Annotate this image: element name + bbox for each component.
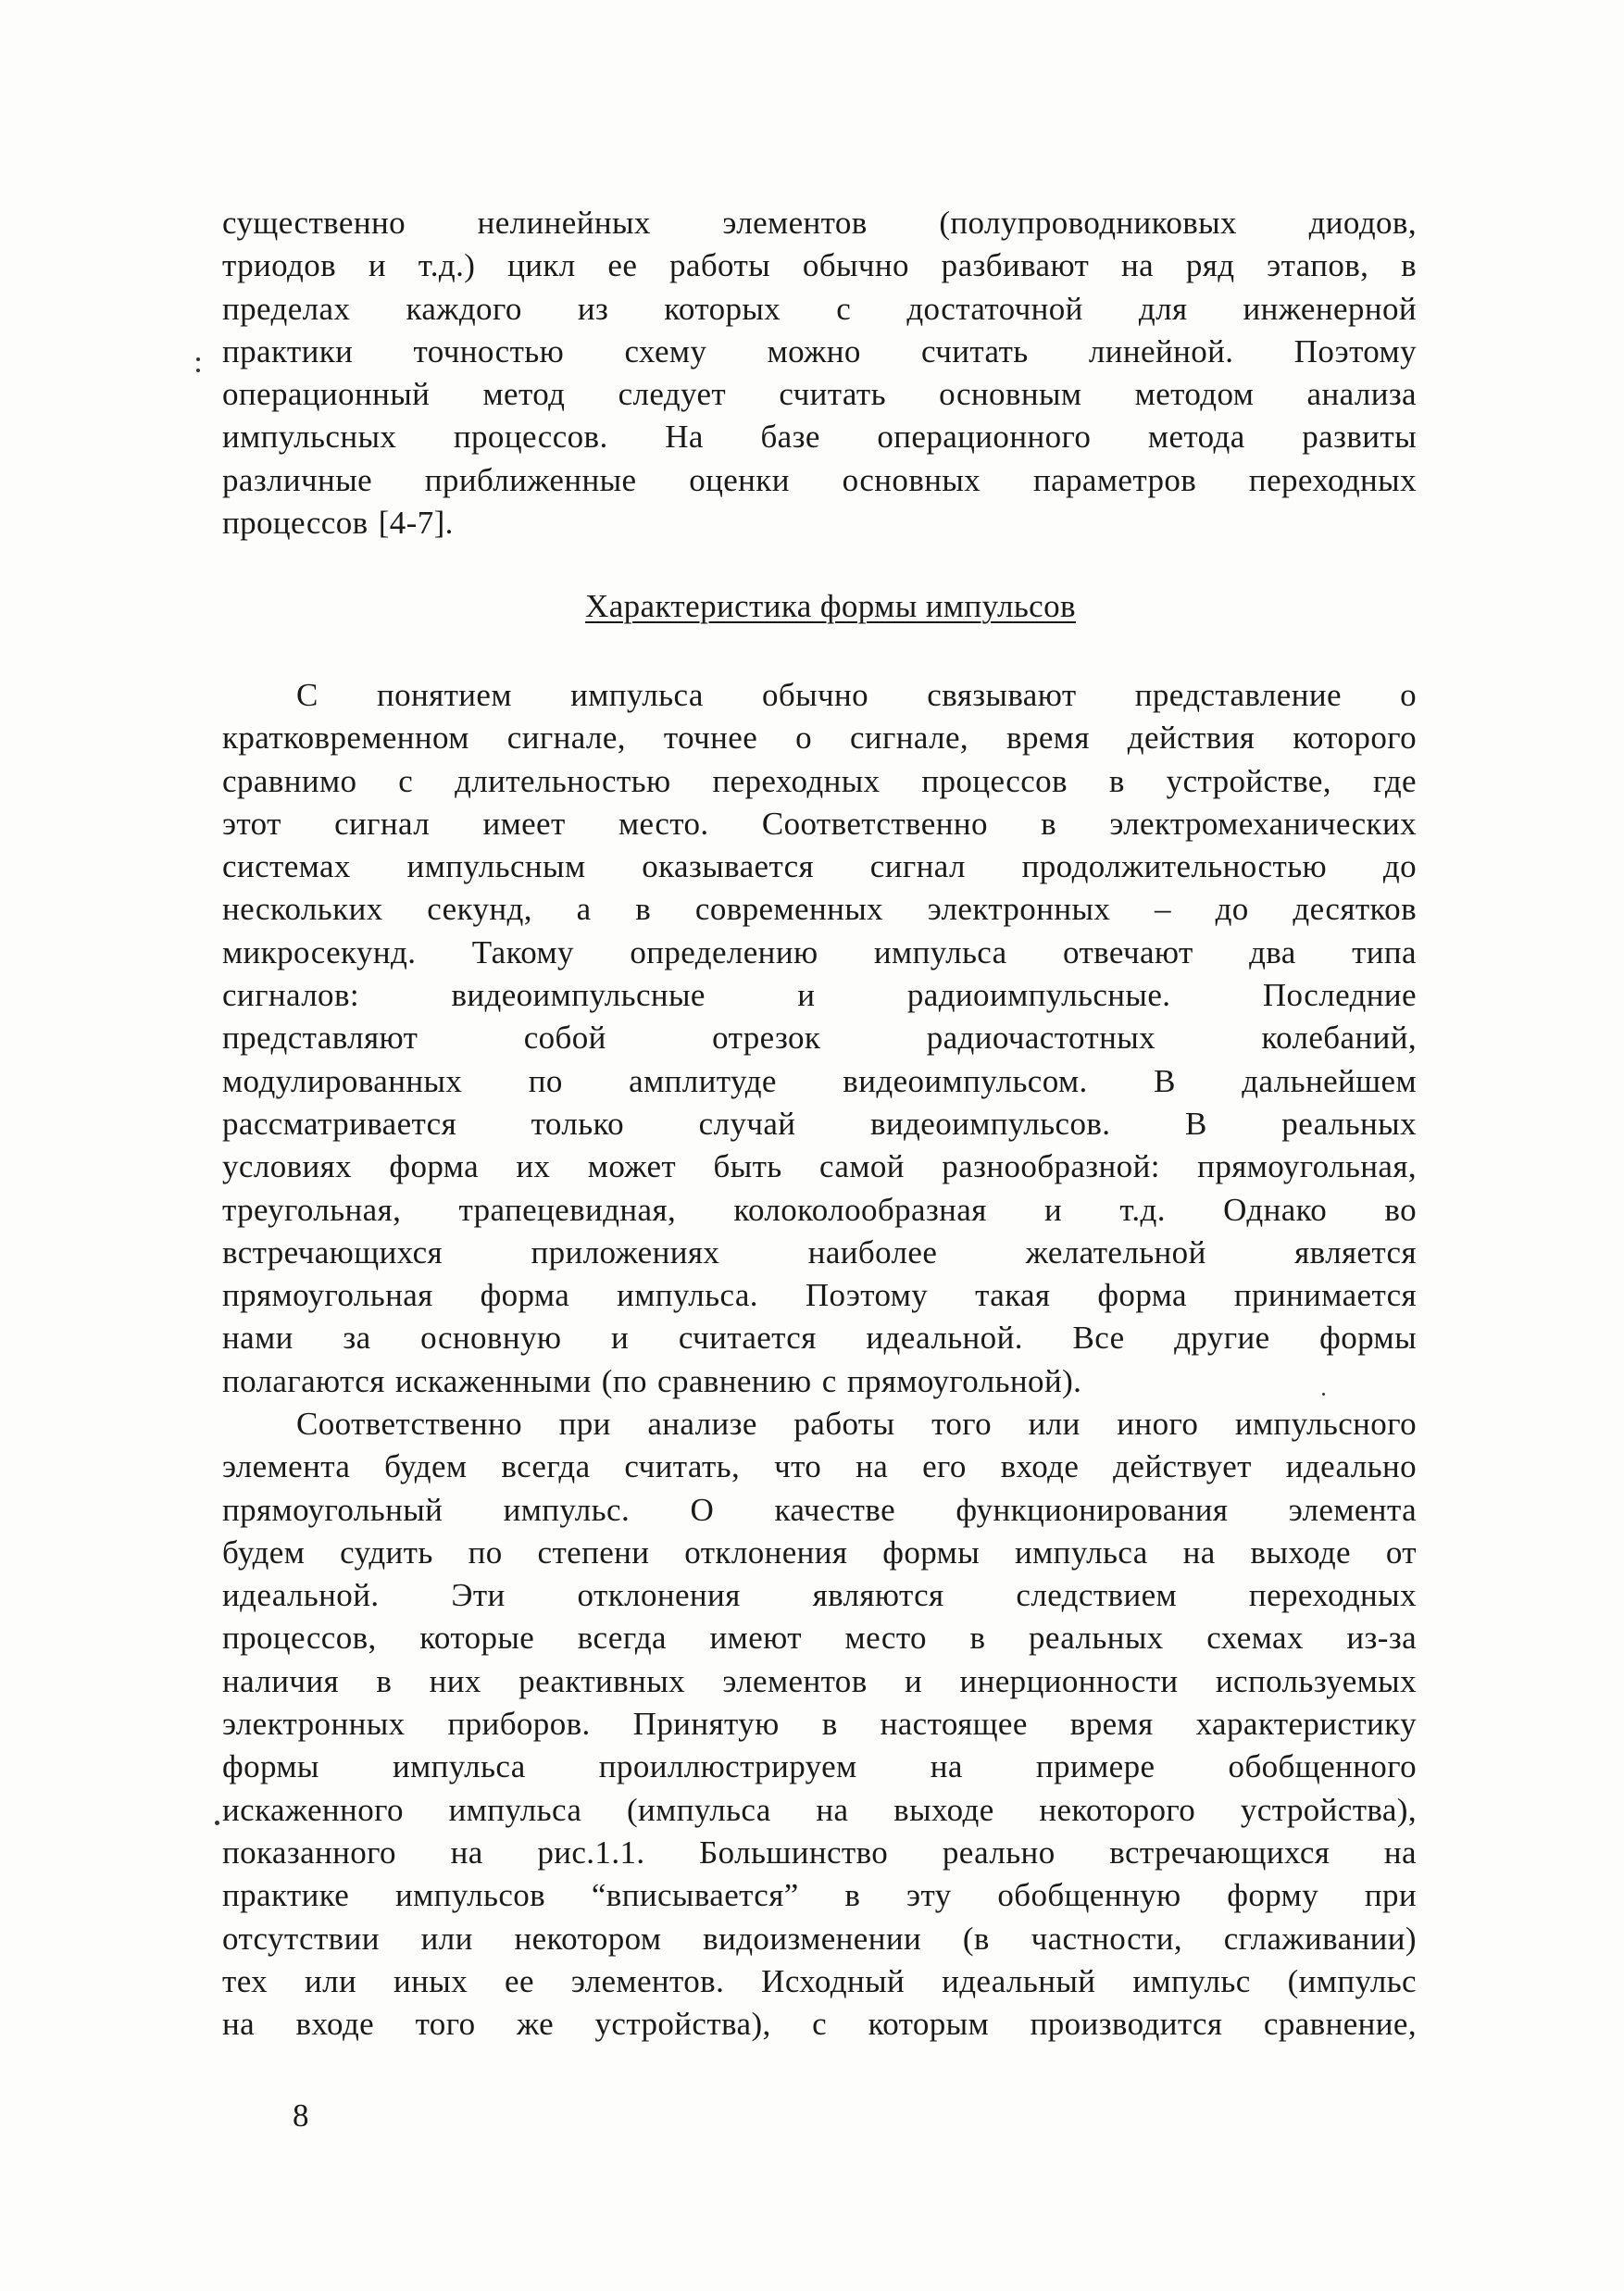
text-line: С понятием импульса обычно связывают представление о bbox=[296, 677, 1417, 713]
text-line: кратковременном сигнале, точнее о сигнале, время действия которого bbox=[222, 720, 1417, 757]
text-line: процессов, которые всегда имеют место в реальных схемах из-за bbox=[222, 1620, 1417, 1657]
text-line: различные приближенные оценки основных параметров переходных bbox=[222, 461, 1417, 498]
text-line: тех или иных ее элементов. Исходный идеальный импульс (импульс bbox=[222, 1962, 1417, 1999]
text-line: рассматривается только случай видеоимпульсов. В реальных bbox=[222, 1105, 1417, 1142]
text-line: представляют собой отрезок радиочастотных колебаний, bbox=[222, 1020, 1417, 1057]
text-line: прямоугольный импульс. О качестве функционирования элемента bbox=[222, 1491, 1417, 1528]
text-line: Соответственно при анализе работы того или иного импульсного bbox=[296, 1406, 1417, 1442]
text-line: нескольких секунд, а в современных электронных – до десятков bbox=[222, 891, 1417, 928]
text-line: практики точностью схему можно считать линейной. Поэтому bbox=[222, 332, 1417, 369]
text-line: импульсных процессов. На базе операционного метода развиты bbox=[222, 419, 1417, 456]
text-line: элемента будем всегда считать, что на его входе действует идеально bbox=[222, 1448, 1417, 1485]
text-line: полагаются искаженными (по сравнению с прямоугольной). bbox=[222, 1362, 1082, 1399]
text-line: треугольная, трапецевидная, колоколообразная и т.д. Однако во bbox=[222, 1191, 1417, 1228]
text-line: процессов [4-7]. bbox=[222, 505, 454, 542]
paragraph-pulse-analysis bbox=[222, 1403, 1417, 2046]
text-line: существенно нелинейных элементов (полупроводниковых диодов, bbox=[222, 205, 1417, 241]
paragraph-intro bbox=[222, 202, 1417, 545]
text-line: идеальной. Эти отклонения являются следствием переходных bbox=[222, 1577, 1417, 1614]
text-line: отсутствии или некотором видоизменении (в частности, сглаживании) bbox=[222, 1920, 1417, 1957]
text-line: сигналов: видеоимпульсные и радиоимпульсные. Последние bbox=[222, 977, 1417, 1014]
text-line: на входе того же устройства), с которым производится сравнение, bbox=[222, 2006, 1417, 2043]
text-line: нами за основную и считается идеальной. Все другие формы bbox=[222, 1320, 1417, 1357]
text-line: будем судить по степени отклонения формы импульса на выходе от bbox=[222, 1534, 1417, 1571]
text-line: практике импульсов “вписывается” в эту обобщенную форму при bbox=[222, 1877, 1417, 1914]
scan-speck bbox=[196, 369, 200, 372]
text-line: триодов и т.д.) цикл ее работы обычно разбивают на ряд этапов, в bbox=[222, 247, 1417, 284]
scan-speck bbox=[196, 357, 200, 361]
text-line: модулированных по амплитуде видеоимпульсом. В дальнейшем bbox=[222, 1062, 1417, 1099]
page-number: 8 bbox=[293, 2097, 309, 2134]
paragraph-pulse-definition bbox=[222, 674, 1417, 1403]
text-line: показанного на рис.1.1. Большинство реально встречающихся на bbox=[222, 1834, 1417, 1871]
text-line: микросекунд. Такому определению импульса отвечают два типа bbox=[222, 933, 1417, 970]
section-heading bbox=[0, 585, 1624, 628]
text-line: операционный метод следует считать основным методом анализа bbox=[222, 376, 1417, 413]
text-line: этот сигнал имеет место. Соответственно в электромеханических bbox=[222, 805, 1417, 842]
text-line: встречающихся приложениях наиболее желательной является bbox=[222, 1233, 1417, 1271]
text-line: условиях форма их может быть самой разнообразной: прямоугольная, bbox=[222, 1148, 1417, 1185]
text-line: сравнимо с длительностью переходных процессов в устройстве, где bbox=[222, 762, 1417, 799]
text-line: искаженного импульса (импульса на выходе некоторого устройства), bbox=[222, 1791, 1417, 1828]
scan-speck bbox=[215, 1821, 219, 1825]
text-line: пределах каждого из которых с достаточной для инженерной bbox=[222, 290, 1417, 327]
section-heading-text: Характеристика формы импульсов bbox=[585, 588, 1076, 624]
text-line: прямоугольная форма импульса. Поэтому такая форма принимается bbox=[222, 1277, 1417, 1314]
text-line: наличия в них реактивных элементов и инерционности используемых bbox=[222, 1662, 1417, 1699]
text-line: формы импульса проиллюстрируем на примере обобщенного bbox=[222, 1748, 1417, 1785]
text-line: электронных приборов. Принятую в настоящее время характеристику bbox=[222, 1706, 1417, 1743]
scan-speck bbox=[1322, 1393, 1325, 1396]
text-line: системах импульсным оказывается сигнал продолжительностью до bbox=[222, 848, 1417, 885]
